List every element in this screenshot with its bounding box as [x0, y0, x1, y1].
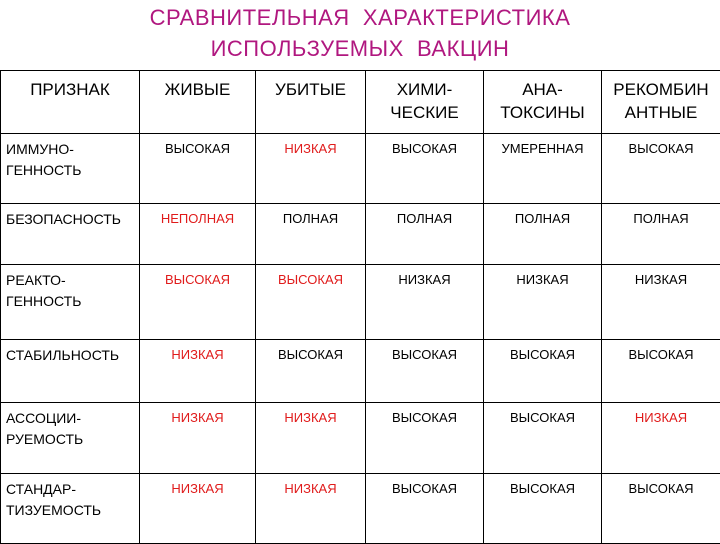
feature-cell-safety: БЕЗОПАСНОСТЬ — [1, 204, 140, 265]
value-cell-standardization-chemical: ВЫСОКАЯ — [366, 474, 484, 544]
header-cell-live: ЖИВЫЕ — [140, 71, 256, 134]
value-cell-reactogenicity-killed: ВЫСОКАЯ — [256, 265, 366, 340]
feature-cell-immunogenicity: ИММУНО- ГЕННОСТЬ — [1, 134, 140, 204]
value-cell-immunogenicity-live: ВЫСОКАЯ — [140, 134, 256, 204]
value-cell-standardization-recombinant: ВЫСОКАЯ — [602, 474, 720, 544]
value-cell-associativity-recombinant: НИЗКАЯ — [602, 403, 720, 474]
value-cell-standardization-killed: НИЗКАЯ — [256, 474, 366, 544]
header-cell-feature: ПРИЗНАК — [1, 71, 140, 134]
title-line-2: ИСПОЛЬЗУЕМЫХ ВАКЦИН — [0, 33, 720, 64]
value-cell-stability-live: НИЗКАЯ — [140, 340, 256, 403]
title-line-1: СРАВНИТЕЛЬНАЯ ХАРАКТЕРИСТИКА — [0, 2, 720, 33]
value-cell-standardization-anatoxins: ВЫСОКАЯ — [484, 474, 602, 544]
value-cell-stability-anatoxins: ВЫСОКАЯ — [484, 340, 602, 403]
value-cell-reactogenicity-live: ВЫСОКАЯ — [140, 265, 256, 340]
header-cell-anatoxins: АНА- ТОКСИНЫ — [484, 71, 602, 134]
value-cell-associativity-anatoxins: ВЫСОКАЯ — [484, 403, 602, 474]
feature-cell-associativity: АССОЦИИ- РУЕМОСТЬ — [1, 403, 140, 474]
header-cell-chemical: ХИМИ- ЧЕСКИЕ — [366, 71, 484, 134]
value-cell-stability-killed: ВЫСОКАЯ — [256, 340, 366, 403]
value-cell-safety-live: НЕПОЛНАЯ — [140, 204, 256, 265]
table-row-associativity — [1, 403, 720, 474]
table-row-reactogenicity — [1, 265, 720, 340]
table-row-safety — [1, 204, 720, 265]
value-cell-stability-recombinant: ВЫСОКАЯ — [602, 340, 720, 403]
header-cell-killed: УБИТЫЕ — [256, 71, 366, 134]
value-cell-associativity-live: НИЗКАЯ — [140, 403, 256, 474]
feature-cell-reactogenicity: РЕАКТО- ГЕННОСТЬ — [1, 265, 140, 340]
feature-cell-standardization: СТАНДАР- ТИЗУЕМОСТЬ — [1, 474, 140, 544]
header-cell-recombinant: РЕКОМБИН АНТНЫЕ — [602, 71, 720, 134]
value-cell-immunogenicity-recombinant: ВЫСОКАЯ — [602, 134, 720, 204]
value-cell-reactogenicity-anatoxins: НИЗКАЯ — [484, 265, 602, 340]
table-row-stability — [1, 340, 720, 403]
value-cell-stability-chemical: ВЫСОКАЯ — [366, 340, 484, 403]
value-cell-associativity-chemical: ВЫСОКАЯ — [366, 403, 484, 474]
value-cell-immunogenicity-killed: НИЗКАЯ — [256, 134, 366, 204]
table-row-immunogenicity — [1, 134, 720, 204]
comparison-table — [0, 70, 720, 544]
feature-cell-stability: СТАБИЛЬНОСТЬ — [1, 340, 140, 403]
value-cell-standardization-live: НИЗКАЯ — [140, 474, 256, 544]
page-title — [0, 2, 720, 64]
value-cell-safety-chemical: ПОЛНАЯ — [366, 204, 484, 265]
table-row-standardization — [1, 474, 720, 544]
value-cell-safety-killed: ПОЛНАЯ — [256, 204, 366, 265]
value-cell-immunogenicity-chemical: ВЫСОКАЯ — [366, 134, 484, 204]
header-row — [1, 71, 720, 134]
value-cell-safety-anatoxins: ПОЛНАЯ — [484, 204, 602, 265]
value-cell-associativity-killed: НИЗКАЯ — [256, 403, 366, 474]
value-cell-reactogenicity-recombinant: НИЗКАЯ — [602, 265, 720, 340]
value-cell-reactogenicity-chemical: НИЗКАЯ — [366, 265, 484, 340]
value-cell-immunogenicity-anatoxins: УМЕРЕННАЯ — [484, 134, 602, 204]
value-cell-safety-recombinant: ПОЛНАЯ — [602, 204, 720, 265]
